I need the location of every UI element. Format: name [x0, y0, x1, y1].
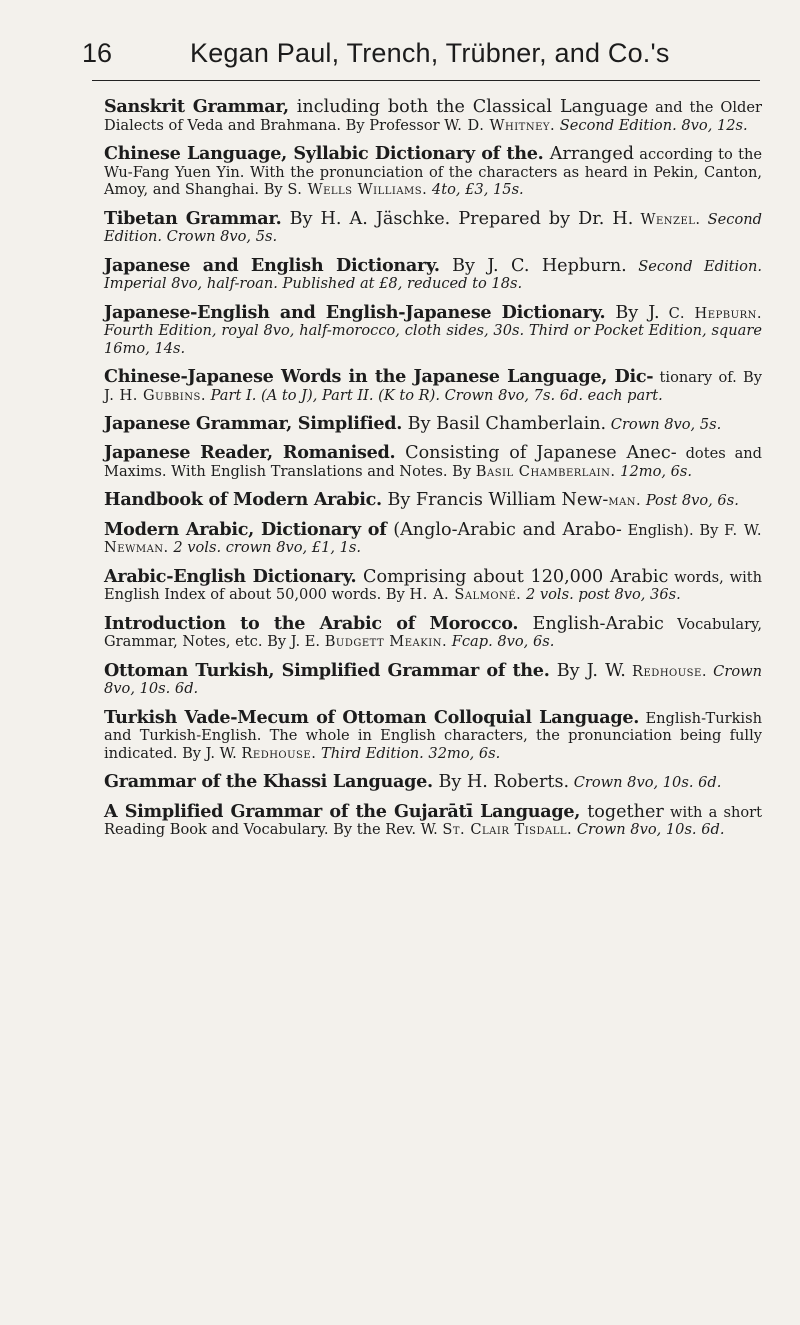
entry-heading: Handbook of Modern Arabic.	[104, 489, 382, 511]
entry-lead: Arranged	[543, 143, 634, 164]
entry-heading: Turkish Vade-Mecum of Ottoman Colloquial Language.	[104, 706, 640, 728]
entry-text	[660, 305, 669, 322]
page-header	[82, 38, 762, 69]
catalogue-entry	[104, 142, 762, 199]
entry-lead: By H. A. Jäschke. Prepared by Dr. H.	[281, 208, 634, 229]
running-head: Kegan Paul, Trench, Trübner, and Co.'s	[190, 38, 670, 68]
catalogue-entry	[104, 254, 762, 293]
catalogue-entry	[104, 368, 762, 404]
entry-details: 12mo, 6s.	[615, 463, 693, 481]
entry-details: Fourth Edition, royal 8vo, half-morocco, cloth sides, 30s. Third or Pocket Edition, square 16mo, 14s.	[104, 322, 762, 357]
entry-text: words, with English Index of about 50,000 words. By	[104, 568, 762, 604]
entry-author: Wenzel.	[640, 210, 701, 228]
entry-details: Second Edition. Imperial 8vo, half-roan. Published at £8, reduced to 18s.	[104, 257, 762, 293]
header-rule	[92, 80, 760, 81]
entry-author: Redhouse.	[632, 662, 707, 680]
page-number: 16	[82, 38, 113, 68]
catalogue-entry	[104, 301, 763, 358]
catalogue-entry	[104, 444, 762, 480]
entry-author: J. H. Gubbins.	[104, 386, 206, 404]
entry-details: Second Edition. Crown 8vo, 5s.	[104, 210, 763, 246]
entry-details: 2 vols. crown 8vo, £1, 1s.	[168, 539, 362, 557]
entry-lead: together	[580, 801, 664, 822]
entry-heading: Japanese Reader, Romanised.	[104, 442, 396, 464]
catalogue-entry	[104, 415, 762, 434]
entry-details: 2 vols. post 8vo, 36s.	[521, 586, 681, 604]
entry-details: Part I. (A to J), Part II. (K to R). Crown 8vo, 7s. 6d. each part.	[205, 386, 663, 404]
entry-text: tionary of. By	[653, 369, 762, 387]
entry-details: Second Edition. 8vo, 12s.	[555, 116, 748, 134]
entry-lead: Consisting of Japanese Anec-	[395, 443, 677, 464]
entry-lead: Comprising about 120,000 Arabic	[356, 566, 669, 587]
entry-heading: Japanese and English Dictionary.	[104, 254, 440, 276]
entry-heading: Chinese Language, Syllabic Dictionary of the.	[104, 142, 544, 164]
entry-lead: (Anglo-Arabic and Arabo-	[386, 519, 622, 540]
catalogue-entries	[104, 98, 762, 850]
entry-heading: Arabic-English Dictionary.	[104, 565, 357, 587]
entry-heading: Ottoman Turkish, Simplified Grammar of the.	[104, 659, 550, 681]
catalogue-entry	[104, 491, 762, 510]
entry-heading: Japanese Grammar, Simplified.	[104, 413, 403, 435]
catalogue-entry	[104, 98, 762, 134]
entry-details: Crown 8vo, 10s. 6d.	[104, 662, 763, 698]
entry-details: Post 8vo, 6s.	[641, 492, 739, 510]
entry-lead: English-Arabic	[518, 613, 664, 634]
entry-lead: By Basil Chamberlain.	[402, 414, 607, 435]
entry-heading: Modern Arabic, Dictionary of	[104, 518, 387, 540]
entry-author: H. A. Salmoné.	[409, 586, 522, 604]
entry-author: C. Hepburn.	[668, 304, 763, 322]
catalogue-entry	[104, 612, 763, 651]
catalogue-entry	[104, 565, 762, 604]
entry-author: W. D. Whitney.	[444, 116, 556, 134]
entry-author: St. Clair Tisdall.	[442, 821, 573, 839]
entry-author: S. Wells Williams.	[287, 181, 428, 199]
entry-heading: Tibetan Grammar.	[104, 207, 282, 229]
entry-heading: Sanskrit Grammar,	[104, 96, 289, 117]
entry-author: Basil Chamberlain.	[475, 463, 616, 481]
catalogue-entry	[104, 706, 762, 763]
entry-text: English-Turkish and Turkish-English. The whole in English characters, the pronunciation being fully indicated. By J. W.	[104, 709, 762, 762]
entry-author: Budgett Meakin.	[324, 633, 448, 651]
entry-details: Crown 8vo, 10s. 6d.	[572, 821, 725, 839]
catalogue-entry	[104, 773, 762, 792]
entry-details: Third Edition. 32mo, 6s.	[316, 744, 501, 762]
entry-lead: By J.	[605, 302, 660, 323]
entry-lead: By J. W.	[549, 660, 626, 681]
entry-lead: By J. C. Hepburn.	[439, 255, 627, 276]
entry-text: dotes and Maxims. With English Translations and Notes. By	[104, 445, 763, 481]
entry-lead: By H. Roberts.	[432, 772, 570, 793]
catalogue-entry	[104, 518, 762, 557]
entry-details: Fcap. 8vo, 6s.	[447, 633, 555, 651]
entry-heading: Grammar of the Khassi Language.	[104, 771, 433, 793]
entry-text: English). By	[621, 521, 725, 539]
entry-text: and the Older Dialects of Veda and Brahmana. By Professor	[104, 99, 762, 134]
entry-details: Crown 8vo, 10s. 6d.	[569, 774, 722, 792]
entry-heading: Introduction to the Arabic of Morocco.	[104, 612, 519, 634]
catalogue-entry	[104, 800, 762, 839]
catalogue-entry	[104, 207, 763, 246]
entry-details: Crown 8vo, 5s.	[606, 416, 722, 434]
entry-author: F. W. Newman.	[104, 521, 762, 557]
entry-details: 4to, £3, 15s.	[427, 181, 524, 199]
entry-lead: By Francis William New-	[381, 490, 609, 511]
entry-heading: Chinese-Japanese Words in the Japanese Language, Dic-	[104, 366, 654, 388]
entry-heading: Japanese-English and English-Japanese Dictionary.	[104, 301, 606, 323]
entry-text: according to the Wu-Fang Yuen Yin. With the pronunciation of the characters as heard in Pekin, Canton, Amoy, and Shanghai. By	[104, 145, 762, 199]
catalogue-entry	[104, 659, 763, 698]
entry-heading: A Simplified Grammar of the Gujarātī Language,	[104, 800, 581, 822]
entry-author: Redhouse.	[241, 744, 317, 762]
entry-author: man.	[608, 492, 642, 510]
entry-text: with a short Reading Book and Vocabulary. By the Rev. W.	[104, 803, 762, 839]
entry-text: Vocabulary, Grammar, Notes, etc. By J. E.	[104, 615, 763, 651]
entry-lead: including both the Classical Language	[288, 97, 649, 117]
